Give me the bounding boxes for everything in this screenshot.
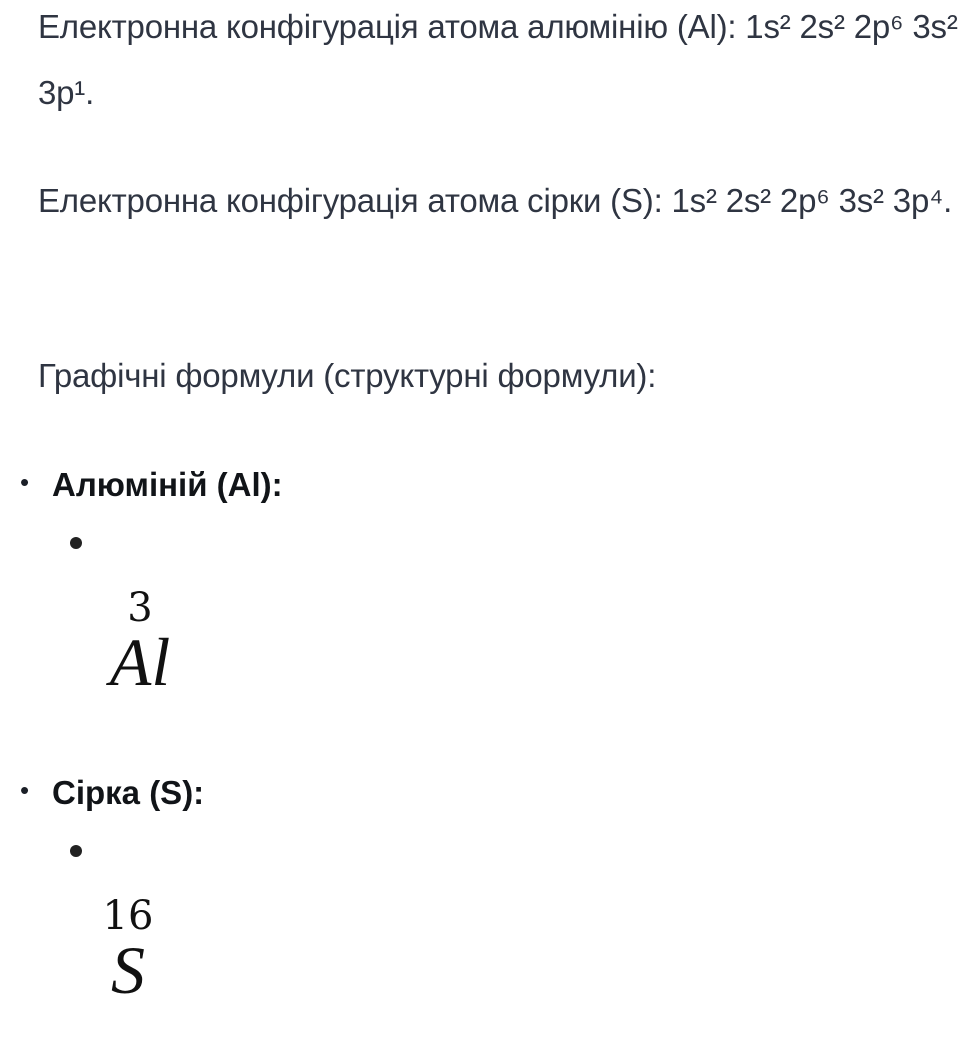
bullet-icon: • — [20, 467, 30, 497]
list-item-label: Сірка (S): — [52, 774, 205, 811]
graphic-formulas-heading: Графічні формули (структурні формули): — [38, 357, 657, 394]
sulfur-configuration-text: Електронна конфігурація атома сірки (S): 1s² 2s² 2p⁶ 3s² 3p⁴. — [38, 182, 953, 219]
sub-bullet-icon — [70, 537, 82, 549]
formula-symbol: Al — [109, 624, 171, 700]
sub-bullet-icon — [70, 845, 82, 857]
formula-symbol: S — [111, 932, 145, 1008]
aluminum-formula — [100, 585, 180, 700]
formula-superscript: 16 — [102, 893, 154, 939]
formula-superscript: 3 — [127, 585, 153, 631]
sulfur-formula — [96, 893, 160, 1008]
bullet-icon: • — [20, 775, 30, 805]
aluminum-configuration-text: Електронна конфігурація атома алюмінію (Al): 1s² 2s² 2p⁶ 3s² 3p¹. — [38, 8, 958, 111]
list-item-label: Алюміній (Al): — [52, 466, 283, 503]
